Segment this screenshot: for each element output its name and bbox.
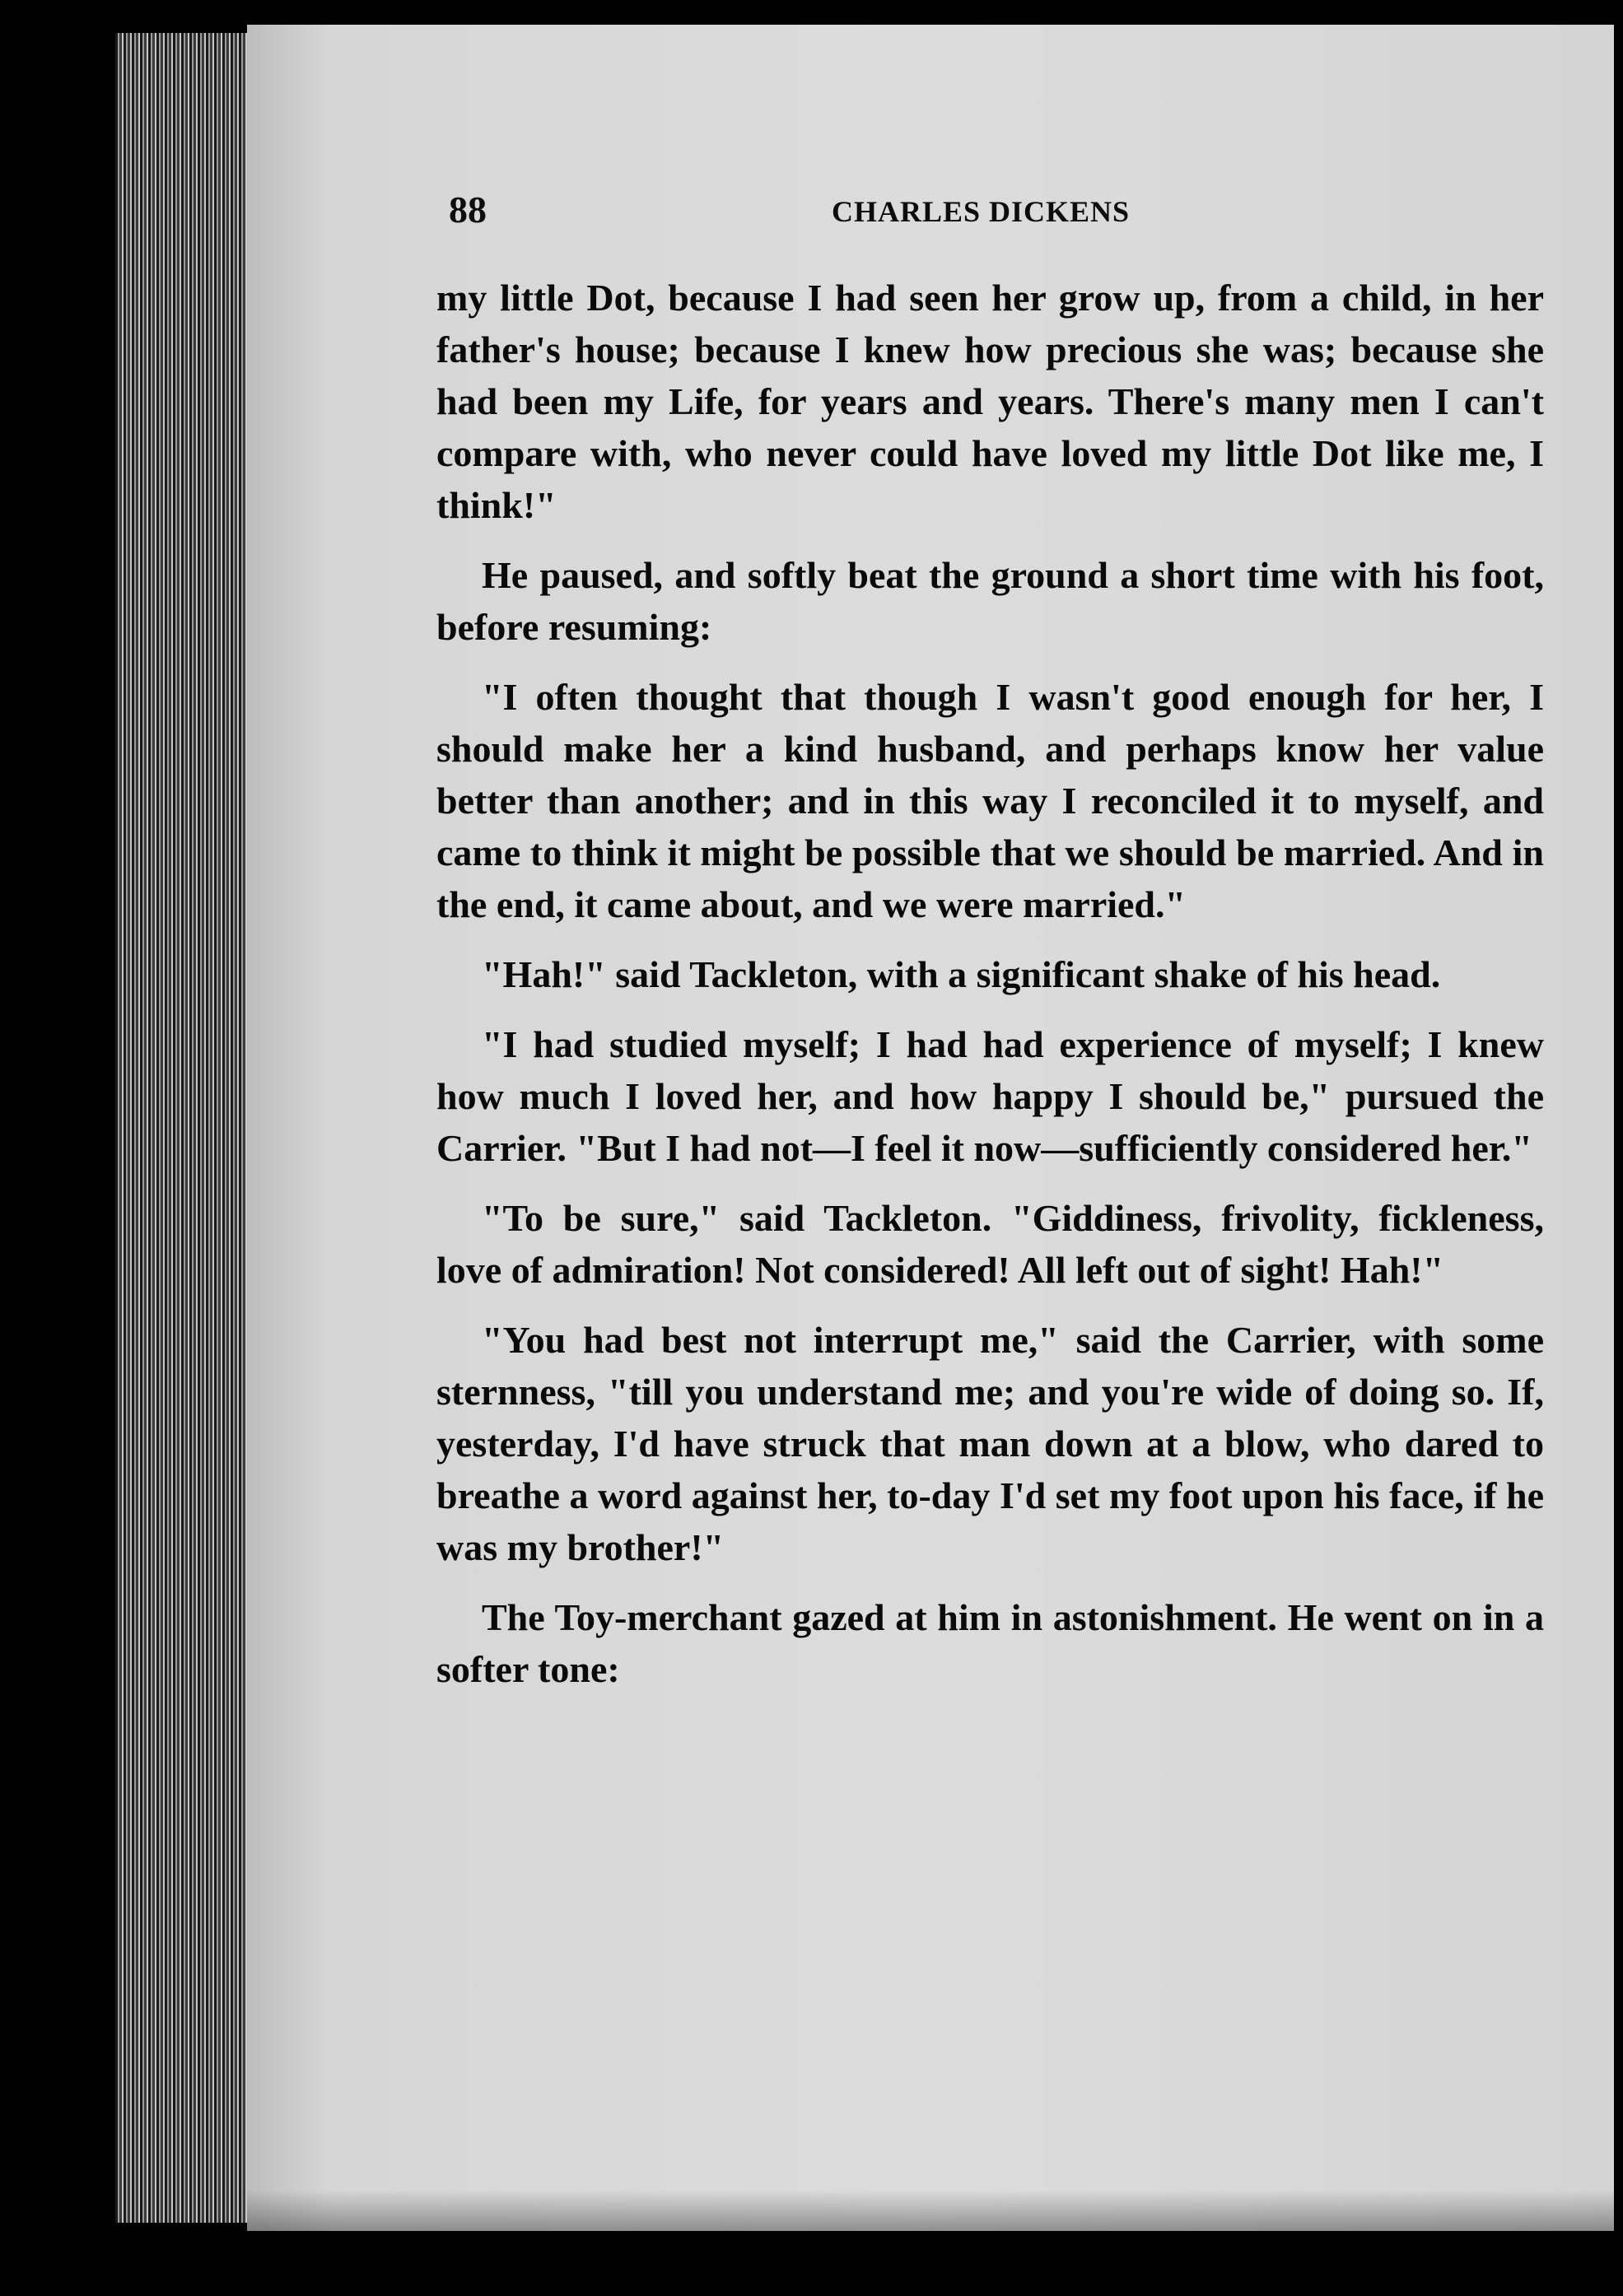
paragraph: He paused, and softly beat the ground a short time with his foot, before resuming: xyxy=(436,554,1544,648)
paragraph: my little Dot, because I had seen her grow up, from a child, in her father's house; because I knew how precious she was; because she had been my Life, for years and years. There's many men I can't compare with, who never could have loved my little Dot like me, I think!" xyxy=(436,277,1544,526)
paragraph: "I had studied myself; I had had experience of myself; I knew how much I loved her, and how happy I should be," pursued the Carrier. "But I had not—I feel it now—sufficiently considered her." xyxy=(436,1023,1544,1169)
body-text xyxy=(436,272,1544,1713)
page-header xyxy=(449,188,1536,245)
paragraph: The Toy-merchant gazed at him in astonishment. He went on in a softer tone: xyxy=(436,1596,1544,1690)
book-page-edges xyxy=(115,33,264,2223)
paragraph: "Hah!" said Tackleton, with a significant shake of his head. xyxy=(482,953,1441,995)
paragraph: "To be sure," said Tackleton. "Giddiness, frivolity, fickleness, love of admiration! Not considered! All left out of sight! Hah!" xyxy=(436,1197,1544,1291)
running-head: CHARLES DICKENS xyxy=(832,195,1131,228)
paragraph: "I often thought that though I wasn't good enough for her, I should make her a kind husband, and perhaps know her value better than another; and in this way I reconciled it to myself, and came to think it might be possible that we should be married. And in the end, it came about, and we were married." xyxy=(436,676,1544,925)
page-number: 88 xyxy=(449,189,487,231)
paragraph: "You had best not interrupt me," said the Carrier, with some sternness, "till you understand me; and you're wide of doing so. If, yesterday, I'd have struck that man down at a blow, who dared to breathe a word against her, to-day I'd set my foot upon his face, if he was my brother!" xyxy=(436,1319,1544,1568)
page-bottom-shadow xyxy=(247,2190,1614,2231)
